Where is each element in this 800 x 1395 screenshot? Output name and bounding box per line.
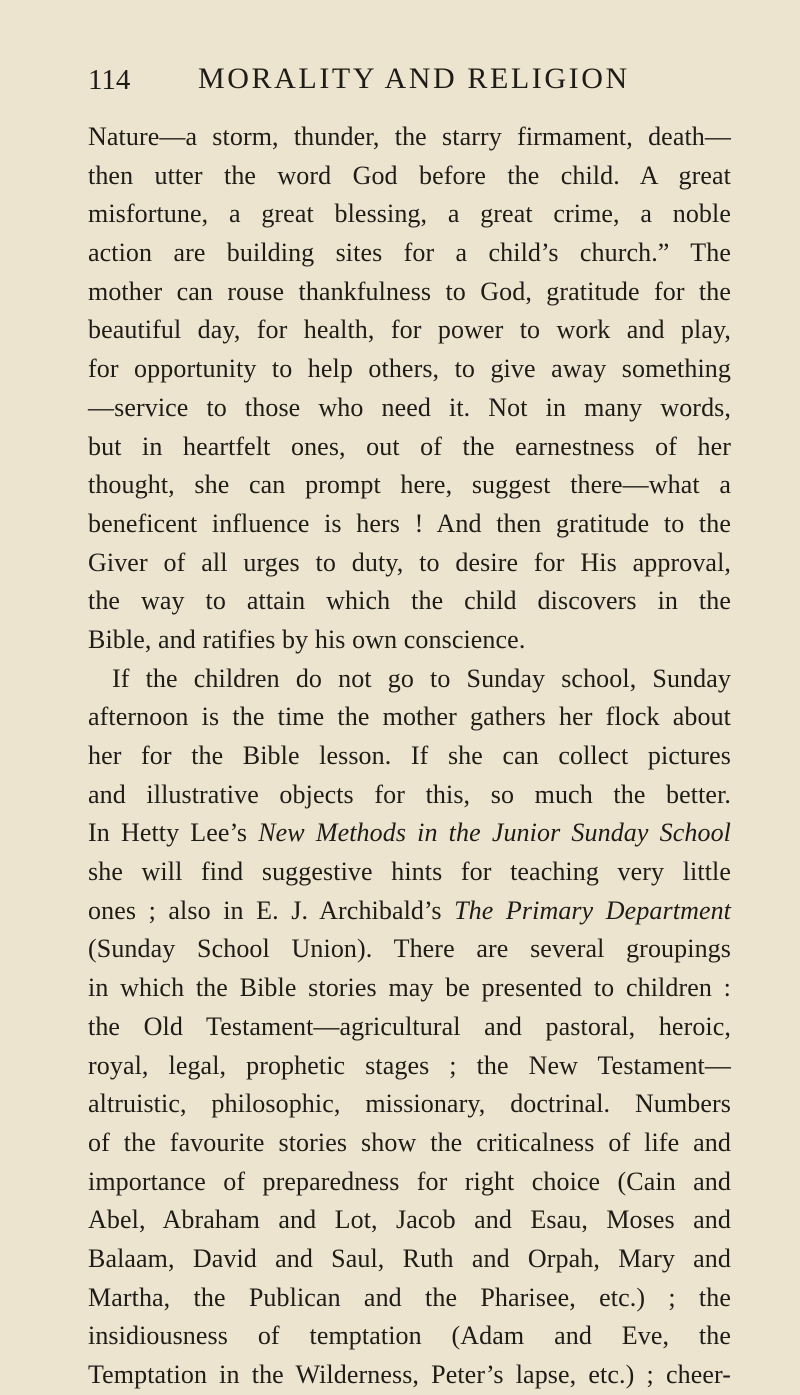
text-line (88, 853, 731, 892)
running-title: MORALITY AND RELIGION (198, 62, 630, 95)
text-segment: Bible, and ratifies by his own conscience. (88, 624, 526, 654)
text-segment: and illustrative objects for this, so much the better. (88, 779, 731, 809)
text-segment: royal, legal, prophetic stages ; the New Testament— (88, 1050, 731, 1080)
text-segment: action are building sites for a child’s church.” The (88, 238, 731, 268)
text-segment: for opportunity to help others, to give away something (88, 354, 731, 384)
text-segment: importance of preparedness for right choice (Cain and (88, 1166, 731, 1196)
text-line (88, 505, 731, 544)
text-line (88, 1163, 731, 1202)
text-line (88, 1279, 731, 1318)
text-segment: insidiousness of temptation (Adam and Eve, the (88, 1321, 731, 1351)
text-line (88, 544, 731, 583)
text-line (88, 698, 731, 737)
running-header (88, 62, 733, 102)
text-line (88, 737, 731, 776)
text-line (88, 273, 731, 312)
body-text (88, 118, 731, 1395)
text-segment: altruistic, philosophic, missionary, doctrinal. Numbers (88, 1089, 731, 1119)
text-segment: beautiful day, for health, for power to work and play, (88, 315, 731, 345)
text-line (88, 118, 731, 157)
text-segment: her for the Bible lesson. If she can collect pictures (88, 741, 731, 770)
text-segment: Martha, the Publican and the Pharisee, etc.) ; the (88, 1282, 731, 1312)
text-segment: ones ; also in E. J. Archibald’s (88, 895, 455, 925)
page-number: 114 (88, 64, 131, 96)
text-line (88, 621, 731, 660)
text-line (88, 389, 731, 428)
text-line (88, 892, 731, 931)
text-segment: misfortune, a great blessing, a great crime, a noble (88, 199, 731, 229)
text-segment: the Old Testament—agricultural and pastoral, heroic, (88, 1011, 731, 1041)
text-line (88, 350, 731, 389)
text-line (88, 582, 731, 621)
text-line (88, 195, 731, 234)
text-segment: If the children do not go to Sunday school, Sunday (112, 663, 731, 693)
text-line (88, 660, 731, 699)
text-line (88, 157, 731, 196)
text-line (88, 1008, 731, 1047)
text-line (88, 1085, 731, 1124)
italic-title: The Primary Department (454, 895, 732, 925)
text-segment: afternoon is the time the mother gathers her flock about (88, 702, 731, 732)
text-line (88, 1356, 731, 1395)
text-segment: thought, she can prompt here, suggest there—what a (88, 470, 731, 500)
text-segment: then utter the word God before the child. A great (88, 160, 731, 190)
text-line (88, 466, 731, 505)
text-segment: In Hetty Lee’s (88, 818, 259, 848)
text-segment: in which the Bible stories may be presented to children : (88, 973, 731, 1003)
text-line (88, 1201, 731, 1240)
text-line (88, 930, 731, 969)
text-line (88, 311, 731, 350)
text-segment: Abel, Abraham and Lot, Jacob and Esau, Moses and (88, 1205, 731, 1235)
text-segment: Giver of all urges to duty, to desire for His approval, (88, 547, 731, 577)
text-segment: mother can rouse thankfulness to God, gratitude for the (88, 276, 731, 306)
text-segment: (Sunday School Union). There are several groupings (88, 934, 731, 964)
text-segment: the way to attain which the child discovers in the (88, 586, 731, 616)
text-segment: Temptation in the Wilderness, Peter’s lapse, etc.) ; cheer- (88, 1360, 731, 1389)
text-line (88, 1124, 731, 1163)
text-segment: of the favourite stories show the criticalness of life and (88, 1127, 731, 1157)
text-segment: —service to those who need it. Not in many words, (88, 392, 731, 422)
text-line (88, 1240, 731, 1279)
text-segment: Nature—a storm, thunder, the starry firmament, death— (88, 122, 731, 151)
text-line (88, 428, 731, 467)
text-line (88, 1317, 731, 1356)
text-line (88, 814, 731, 853)
text-segment: beneficent influence is hers ! And then gratitude to the (88, 508, 731, 538)
text-line (88, 1047, 731, 1086)
text-line (88, 776, 731, 815)
text-line (88, 234, 731, 273)
text-segment: but in heartfelt ones, out of the earnestness of her (88, 431, 731, 461)
text-line (88, 969, 731, 1008)
text-segment: Balaam, David and Saul, Ruth and Orpah, Mary and (88, 1243, 731, 1273)
italic-title: New Methods in the Junior Sunday School (258, 818, 731, 848)
text-segment: she will find suggestive hints for teaching very little (88, 857, 731, 887)
